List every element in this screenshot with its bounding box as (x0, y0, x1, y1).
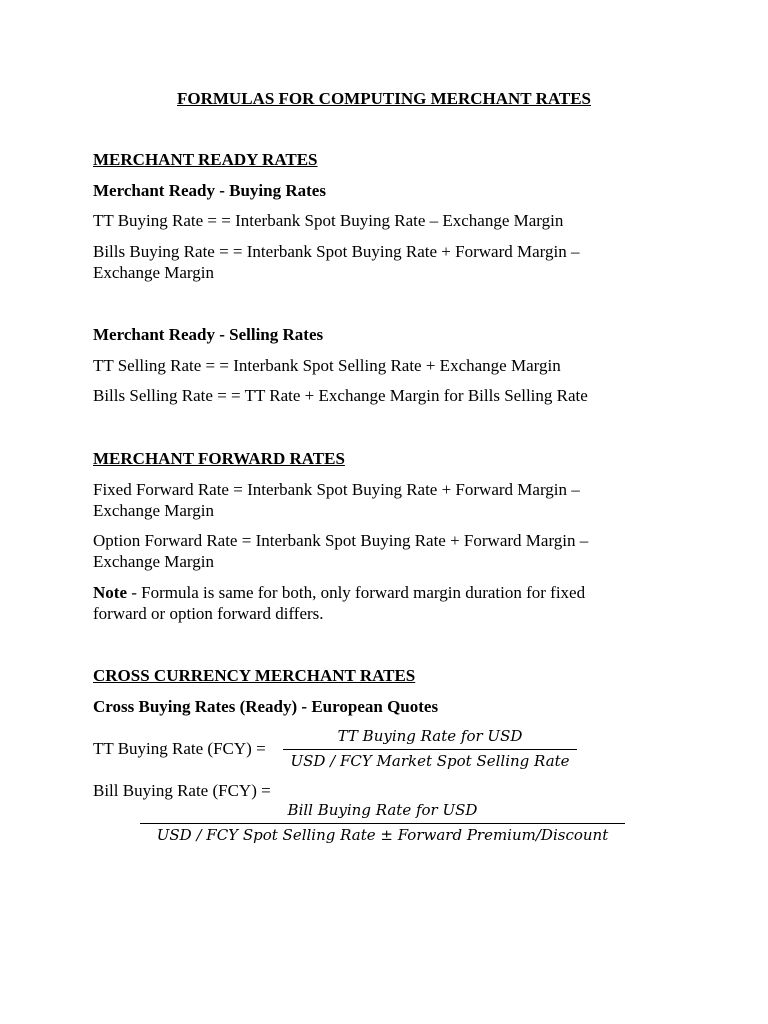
bill-buying-fcy-denominator: USD / FCY Spot Selling Rate ± Forward Premium/Discount (156, 826, 609, 844)
tt-buying-fcy-denominator: USD / FCY Market Spot Selling Rate (290, 752, 570, 770)
subheading-cross-buying: Cross Buying Rates (Ready) - European Quotes (93, 697, 439, 716)
note-text: - Formula is same for both, only forward margin duration for fixed (126, 583, 586, 602)
formula-fixed-forward-line1: Fixed Forward Rate = Interbank Spot Buying Rate + Forward Margin – (93, 480, 580, 499)
heading-merchant-forward-rates: MERCHANT FORWARD RATES (93, 449, 345, 468)
bill-buying-fcy-fraction (140, 800, 625, 846)
formula-tt-selling: TT Selling Rate = = Interbank Spot Selling Rate + Exchange Margin (93, 356, 561, 375)
formula-bills-selling: Bills Selling Rate = = TT Rate + Exchange Margin for Bills Selling Rate (93, 386, 588, 405)
tt-buying-fcy-fraction (283, 726, 577, 772)
subheading-ready-selling: Merchant Ready - Selling Rates (93, 325, 324, 344)
heading-merchant-ready-rates: MERCHANT READY RATES (93, 150, 318, 169)
formula-option-forward-line1: Option Forward Rate = Interbank Spot Buying Rate + Forward Margin – (93, 531, 589, 550)
note-label: Note (93, 583, 127, 602)
formula-bills-buying-line2: Exchange Margin (93, 263, 215, 282)
tt-buying-fcy-label: TT Buying Rate (FCY) = (93, 739, 266, 758)
document-title: FORMULAS FOR COMPUTING MERCHANT RATES (177, 89, 591, 108)
note-line2: forward or option forward differs. (93, 604, 324, 623)
formula-tt-buying: TT Buying Rate = = Interbank Spot Buying Rate – Exchange Margin (93, 211, 564, 230)
formula-bills-buying-line1: Bills Buying Rate = = Interbank Spot Buying Rate + Forward Margin – (93, 242, 580, 261)
bill-buying-fcy-label: Bill Buying Rate (FCY) = (93, 781, 271, 800)
note-line1 (93, 582, 633, 603)
tt-buying-fcy-numerator: TT Buying Rate for USD (337, 727, 523, 745)
heading-cross-currency-rates: CROSS CURRENCY MERCHANT RATES (93, 666, 416, 685)
formula-option-forward-line2: Exchange Margin (93, 552, 215, 571)
subheading-ready-buying: Merchant Ready - Buying Rates (93, 181, 326, 200)
formula-fixed-forward-line2: Exchange Margin (93, 501, 215, 520)
bill-buying-fcy-numerator: Bill Buying Rate for USD (287, 801, 478, 819)
